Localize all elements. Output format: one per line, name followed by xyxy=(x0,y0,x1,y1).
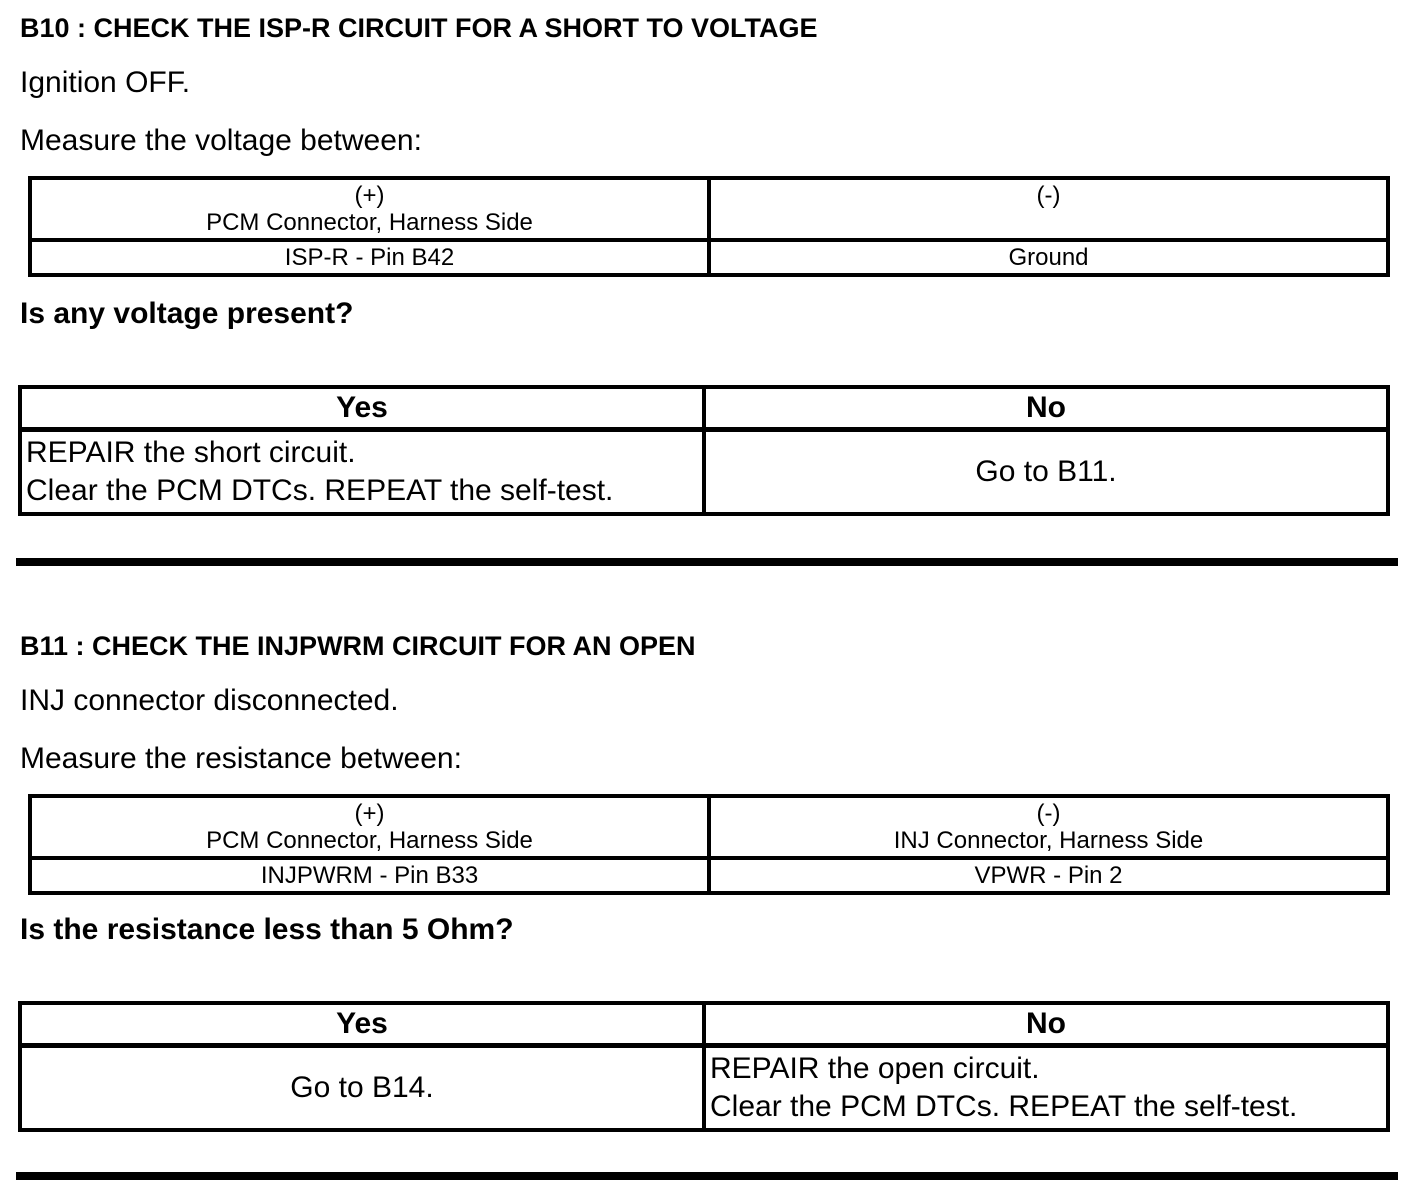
instruction-inj-disconnected: INJ connector disconnected. xyxy=(20,684,399,717)
negative-lead-header xyxy=(709,178,1388,240)
yes-action-line: Go to B14. xyxy=(290,1071,434,1104)
positive-location: PCM Connector, Harness Side xyxy=(206,209,533,236)
measurement-table-b10 xyxy=(28,176,1390,277)
yes-header: Yes xyxy=(20,387,704,430)
step-heading-b11: B11 : CHECK THE INJPWRM CIRCUIT FOR AN OPEN xyxy=(20,631,696,661)
positive-location: PCM Connector, Harness Side xyxy=(206,827,533,854)
measurement-table-b11 xyxy=(28,794,1390,895)
no-action-line: Go to B11. xyxy=(975,455,1117,488)
measurement-header-row xyxy=(30,178,1388,240)
negative-symbol: (-) xyxy=(1036,182,1061,209)
positive-test-point: INJPWRM - Pin B33 xyxy=(30,858,709,893)
negative-test-point: VPWR - Pin 2 xyxy=(709,858,1388,893)
measurement-value-row xyxy=(30,858,1388,893)
positive-lead-header xyxy=(30,796,709,858)
page-bottom-divider xyxy=(16,1172,1398,1180)
positive-symbol: (+) xyxy=(354,800,385,827)
decision-header-row xyxy=(20,387,1388,430)
negative-lead-header xyxy=(709,796,1388,858)
positive-test-point: ISP-R - Pin B42 xyxy=(30,240,709,275)
decision-action-row xyxy=(20,1046,1388,1131)
decision-action-row xyxy=(20,430,1388,515)
section-b11 xyxy=(20,632,1390,1180)
positive-lead-header xyxy=(30,178,709,240)
no-action-line: Clear the PCM DTCs. REPEAT the self-test. xyxy=(710,1090,1298,1123)
yes-action xyxy=(20,1046,704,1131)
no-action xyxy=(704,1046,1388,1131)
instruction-measure-resistance: Measure the resistance between: xyxy=(20,742,462,775)
question-b11: Is the resistance less than 5 Ohm? xyxy=(20,913,514,946)
negative-test-point: Ground xyxy=(709,240,1388,275)
section-b10 xyxy=(20,14,1390,566)
no-header: No xyxy=(704,387,1388,430)
positive-symbol: (+) xyxy=(354,182,385,209)
decision-table-b11 xyxy=(18,1001,1390,1132)
no-action xyxy=(704,430,1388,515)
measurement-value-row xyxy=(30,240,1388,275)
yes-action xyxy=(20,430,704,515)
yes-action-line: REPAIR the short circuit. xyxy=(26,436,356,469)
decision-table-b10 xyxy=(18,385,1390,516)
no-header: No xyxy=(704,1003,1388,1046)
no-action-line: REPAIR the open circuit. xyxy=(710,1052,1040,1085)
decision-header-row xyxy=(20,1003,1388,1046)
section-divider xyxy=(16,558,1398,566)
instruction-ignition-off: Ignition OFF. xyxy=(20,66,191,99)
negative-location: INJ Connector, Harness Side xyxy=(893,827,1204,854)
step-heading-b10: B10 : CHECK THE ISP-R CIRCUIT FOR A SHORT TO VOLTAGE xyxy=(20,13,818,43)
yes-header: Yes xyxy=(20,1003,704,1046)
yes-action-line: Clear the PCM DTCs. REPEAT the self-test. xyxy=(26,474,614,507)
negative-symbol: (-) xyxy=(1036,800,1061,827)
question-b10: Is any voltage present? xyxy=(20,297,354,330)
measurement-header-row xyxy=(30,796,1388,858)
instruction-measure-voltage: Measure the voltage between: xyxy=(20,124,422,157)
